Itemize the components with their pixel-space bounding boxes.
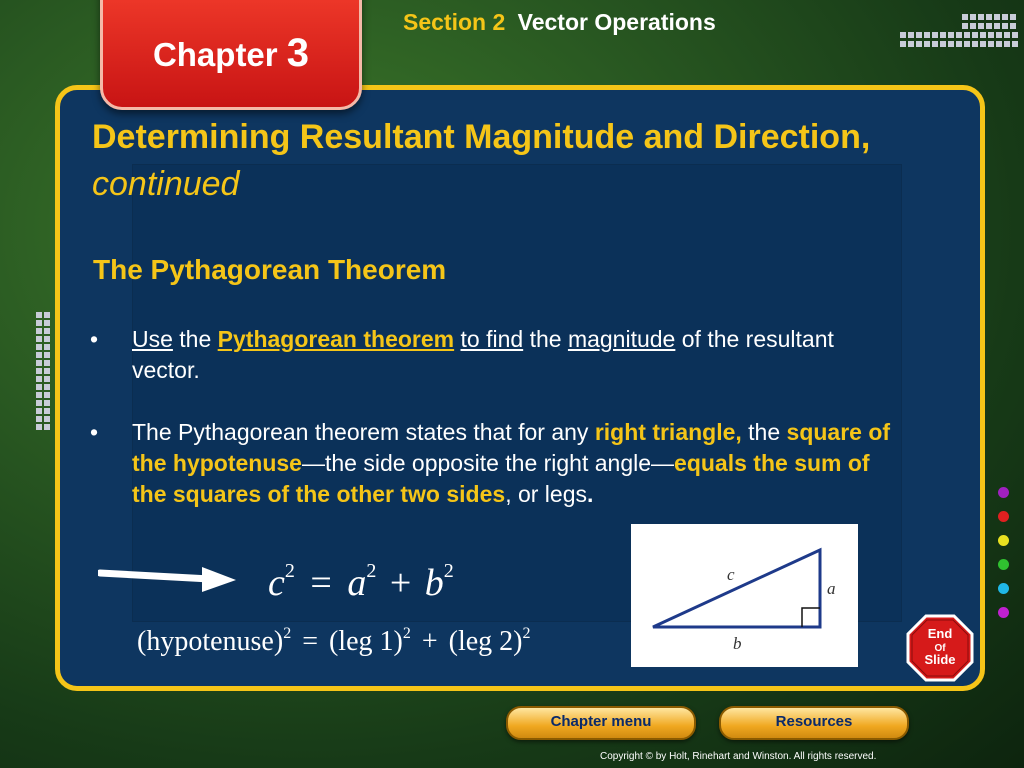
decorative-dot — [44, 424, 50, 430]
resources-button[interactable]: Resources — [719, 706, 909, 740]
chapter-word: Chapter — [152, 36, 278, 73]
decorative-dot — [962, 23, 968, 29]
decorative-dot — [36, 416, 42, 422]
decorative-dot — [44, 368, 50, 374]
slide-title — [92, 114, 892, 208]
subheading: The Pythagorean Theorem — [93, 254, 447, 285]
decorative-dot — [948, 32, 954, 38]
decorative-dot — [994, 23, 1000, 29]
decorative-dot — [44, 392, 50, 398]
bullet2-legs: or legs — [517, 481, 588, 507]
decorative-dot — [44, 344, 50, 350]
side-color-dot — [998, 559, 1009, 570]
decorative-dot — [986, 14, 992, 20]
decorative-dot — [978, 23, 984, 29]
decorative-dot — [1004, 41, 1010, 47]
decorative-dot — [932, 41, 938, 47]
decorative-dot — [964, 32, 970, 38]
decorative-dot — [988, 41, 994, 47]
decorative-dot — [44, 336, 50, 342]
decorative-dot — [1004, 32, 1010, 38]
equation-words-exp: 2 — [402, 625, 411, 642]
decorative-dot — [44, 408, 50, 414]
decorative-dot — [962, 14, 968, 20]
decorative-dot — [972, 32, 978, 38]
decorative-dot — [36, 408, 42, 414]
decorative-dot — [36, 368, 42, 374]
chapter-menu-button[interactable]: Chapter menu — [506, 706, 696, 740]
decorative-dot — [44, 352, 50, 358]
bullet-item-1 — [90, 324, 892, 386]
section-label: Section 2 — [403, 9, 506, 35]
slide-title-continued: continued — [92, 165, 240, 203]
decorative-dot — [980, 32, 986, 38]
bullet-dot: • — [90, 419, 99, 445]
decorative-dot — [36, 392, 42, 398]
stop-sign-icon[interactable] — [906, 614, 974, 682]
decorative-dot — [1010, 23, 1016, 29]
decorative-dot — [36, 320, 42, 326]
decorative-dot — [940, 41, 946, 47]
decorative-dot — [44, 376, 50, 382]
decorative-dot — [988, 32, 994, 38]
equation-leg1: (leg 1) — [328, 626, 403, 657]
decorative-dot — [44, 400, 50, 406]
chapter-label — [103, 31, 359, 76]
decorative-dot — [44, 312, 50, 318]
decorative-dot — [948, 41, 954, 47]
bullet1-to-find: to find — [460, 326, 524, 352]
equation-words-plus: + — [421, 626, 438, 657]
equation-words-exp: 2 — [522, 625, 531, 642]
right-angle-marker — [802, 608, 820, 627]
slide-title-main: Determining Resultant Magnitude and Direction, — [92, 118, 871, 156]
side-color-dot — [998, 511, 1009, 522]
side-color-dot — [998, 583, 1009, 594]
bullet1-the-2: the — [529, 326, 562, 352]
decorative-dot — [36, 336, 42, 342]
decorative-dot — [900, 32, 906, 38]
decorative-dot — [44, 360, 50, 366]
decorative-dot — [1012, 41, 1018, 47]
chapter-tab — [100, 0, 362, 110]
equation-leg2: (leg 2) — [448, 626, 523, 657]
decorative-dot — [36, 312, 42, 318]
decorative-dot — [970, 14, 976, 20]
decorative-dot — [956, 32, 962, 38]
decorative-dot — [986, 23, 992, 29]
decorative-dot — [1002, 14, 1008, 20]
equation-words — [137, 625, 531, 658]
decorative-dot — [44, 416, 50, 422]
equation-b: b — [424, 562, 444, 604]
decorative-dot — [970, 23, 976, 29]
decorative-dot — [916, 32, 922, 38]
triangle-label-c: c — [727, 565, 735, 584]
side-color-dot — [998, 487, 1009, 498]
right-arrow-icon — [98, 564, 238, 594]
decorative-dot — [36, 352, 42, 358]
decorative-dot — [996, 32, 1002, 38]
right-triangle-diagram — [631, 524, 858, 667]
section-title: Vector Operations — [517, 9, 716, 35]
equation-exp: 2 — [284, 560, 295, 582]
bullet1-use: Use — [132, 326, 173, 352]
side-color-dot — [998, 607, 1009, 618]
decorative-dot — [36, 424, 42, 430]
decorative-dot — [996, 41, 1002, 47]
equation-words-equals: = — [302, 626, 318, 657]
copyright-text: Copyright © by Holt, Rinehart and Winston. All rights reserved. — [600, 751, 877, 762]
bullet2-the: the — [748, 419, 781, 445]
decorative-dot — [36, 400, 42, 406]
decorative-dot — [916, 41, 922, 47]
bullet1-theorem: Pythagorean theorem — [217, 326, 455, 352]
decorative-dot — [900, 41, 906, 47]
decorative-dot — [978, 14, 984, 20]
decorative-dot — [980, 41, 986, 47]
bullet1-magnitude: magnitude — [567, 326, 676, 352]
equation-c: c — [268, 562, 285, 604]
decorative-dot — [1010, 14, 1016, 20]
bullet-dot: • — [90, 326, 99, 352]
triangle-shape — [653, 550, 820, 627]
bullet2-comma: , — [505, 481, 512, 507]
decorative-dot — [36, 384, 42, 390]
content-panel — [55, 85, 985, 691]
decorative-dot — [36, 328, 42, 334]
decorative-dot — [994, 14, 1000, 20]
decorative-dot — [44, 320, 50, 326]
triangle-label-b: b — [733, 634, 742, 653]
section-header — [403, 9, 716, 36]
chapter-number: 3 — [286, 31, 310, 75]
bullet2-equals: equals the sum of the squares of the other two sides — [132, 450, 870, 507]
equation-exp: 2 — [443, 560, 454, 582]
decorative-dot — [36, 376, 42, 382]
decorative-dot — [956, 41, 962, 47]
equation-a: a — [347, 562, 367, 604]
equation-symbolic — [268, 560, 454, 605]
bullet2-intro: The Pythagorean theorem states that for any — [132, 419, 589, 445]
bullet-item-2 — [90, 417, 892, 510]
triangle-label-a: a — [827, 579, 836, 598]
decorative-dot — [908, 32, 914, 38]
end-slide-word-end: End — [927, 626, 953, 641]
bullet1-rest: of the resultant vector. — [132, 326, 834, 383]
decorative-dot — [36, 360, 42, 366]
decorative-dot — [964, 41, 970, 47]
decorative-dot — [1002, 23, 1008, 29]
equation-exp: 2 — [366, 560, 377, 582]
decorative-dot — [1012, 32, 1018, 38]
side-color-dot — [998, 535, 1009, 546]
end-slide-word-slide: Slide — [924, 652, 956, 667]
decorative-dot — [932, 32, 938, 38]
equation-hypotenuse: (hypotenuse) — [137, 626, 284, 657]
decorative-dot — [44, 328, 50, 334]
decorative-dot — [908, 41, 914, 47]
bullet2-dash-text: —the side opposite the right angle— — [301, 450, 675, 476]
equation-plus: + — [389, 562, 412, 604]
decorative-dot — [924, 32, 930, 38]
equation-words-exp: 2 — [283, 625, 292, 642]
bullet2-period: . — [587, 481, 594, 507]
decorative-dot — [972, 41, 978, 47]
end-slide-word-of: Of — [934, 643, 946, 654]
equation-equals: = — [310, 562, 332, 604]
decorative-dot — [36, 344, 42, 350]
decorative-dot — [924, 41, 930, 47]
bullet1-the: the — [179, 326, 212, 352]
bullet2-square-hypotenuse: square of the hypotenuse — [132, 419, 891, 476]
bullet2-right-triangle: right triangle, — [594, 419, 742, 445]
decorative-dot — [940, 32, 946, 38]
decorative-dot — [44, 384, 50, 390]
